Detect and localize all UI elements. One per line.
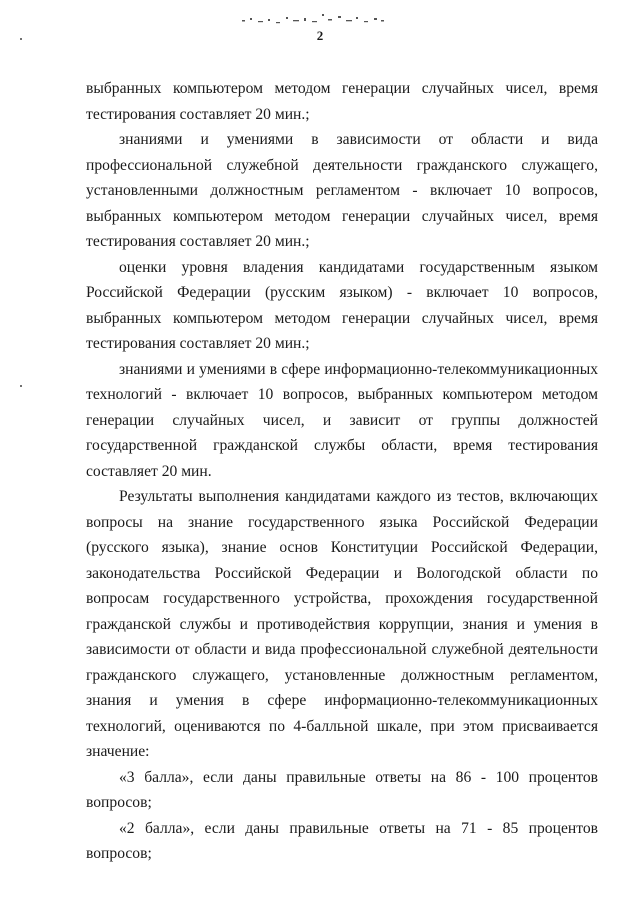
paragraph: оценки уровня владения кандидатами государственным языком Российской Федерации (русским языком) - включает 10 вопросов, выбранных компьютером методом генерации случайных чисел, время тестирования составляет 20 мин.; xyxy=(86,258,598,352)
paragraph: знаниями и умениями в зависимости от области и вида профессиональной служебной деятельности гражданского служащего, установленными должностным регламентом - включает 10 вопросов, выбранных компьютером методом генерации случайных чисел, время тестирования составляет 20 мин.; xyxy=(86,131,598,250)
paragraph: знаниями и умениями в сфере информационно-телекоммуникационных технологий - включает 10 вопросов, выбранных компьютером методом генерации случайных чисел, и зависит от группы должностей государственной гражданской службы области, время тестирования составляет 20 мин. xyxy=(86,360,598,480)
document-body xyxy=(86,76,598,867)
paragraph: «3 балла», если даны правильные ответы на 86 - 100 процентов вопросов; xyxy=(86,768,598,811)
paragraph: «2 балла», если даны правильные ответы на 71 - 85 процентов вопросов; xyxy=(86,819,598,862)
scan-dot xyxy=(20,385,22,387)
scan-artifact xyxy=(238,8,388,28)
paragraph-continuation: выбранных компьютером методом генерации случайных чисел, время тестирования составляет 20 мин.; xyxy=(86,80,598,123)
page-number: 2 xyxy=(316,28,324,43)
paragraph: Результаты выполнения кандидатами каждого из тестов, включающих вопросы на знание государственного языка Российской Федерации (русского языка), знание основ Конституции Российской Федерации, законодательства Российской Федерации и Вологодской области по вопросам государственного устройства, прохождения государственной гражданской службы и противодействия коррупции, знания и умения в зависимости от области и вида профессиональной служебной деятельности гражданского служащего, установленные должностным регламентом, знания и умения в сфере информационно-телекоммуникационных технологий, оцениваются по 4-балльной шкале, при этом присваивается значение: xyxy=(86,488,598,760)
